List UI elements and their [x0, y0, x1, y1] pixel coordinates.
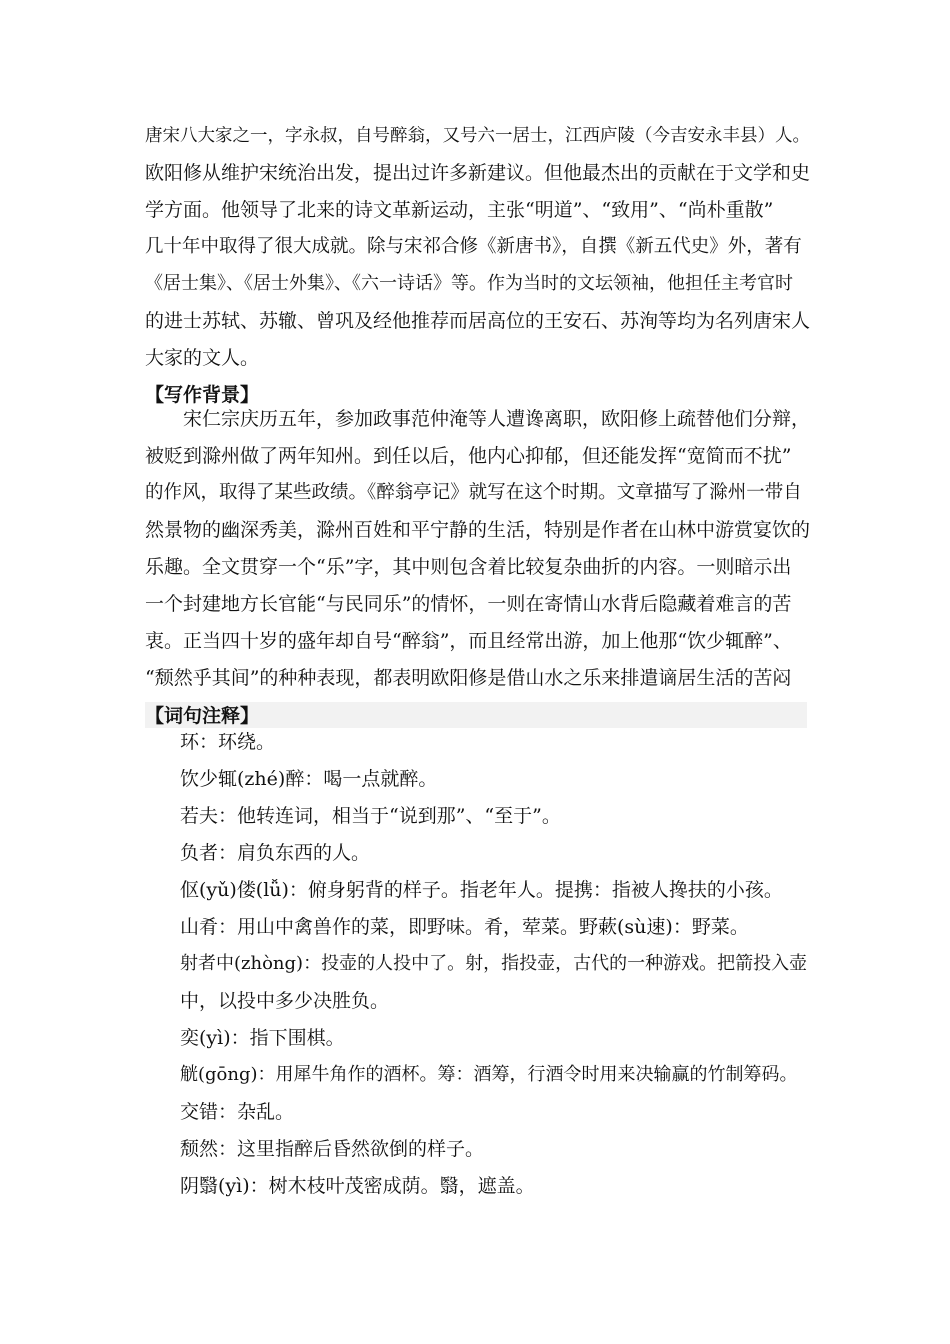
bio-line: 几十年中取得了很大成就。除与宋祁合修《新唐书》，自撰《新五代史》外，著有: [145, 236, 802, 257]
note-item: 觥(gōng)：用犀牛角作的酒杯。筹：酒筹，行酒令时用来决输赢的竹制筹码。: [180, 1064, 798, 1085]
note-item: 伛(yǔ)偻(lǚ)：俯身躬背的样子。指老年人。提携：指被人搀扶的小孩。: [180, 879, 783, 901]
note-item: 阴翳(yì)：树木枝叶茂密成荫。翳，遮盖。: [180, 1175, 535, 1197]
bio-line: 唐宋八大家之一，字永叔，自号醉翁，又号六一居士，江西庐陵（今吉安永丰县）人。: [145, 126, 810, 146]
bio-line: 的进士苏轼、苏辙、曾巩及经他推荐而居高位的王安石、苏洵等均为名列唐宋人: [145, 310, 811, 332]
note-item: 交错：杂乱。: [180, 1101, 295, 1123]
background-line: 乐趣。全文贯穿一个“乐”字，其中则包含着比较复杂曲折的内容。一则暗示出: [145, 556, 792, 578]
bio-line: 学方面。他领导了北来的诗文革新运动，主张“明道”、“致用”、“尚朴重散”: [145, 199, 774, 221]
note-item: 山肴：用山中禽兽作的菜，即野味。肴，荤菜。野蔌(sù速)：野菜。: [180, 916, 749, 938]
note-item: 奕(yì)：指下围棋。: [180, 1027, 345, 1049]
bio-line: 欧阳修从维护宋统治出发，提出过许多新建议。但他最杰出的贡献在于文学和史: [145, 162, 811, 184]
note-item: 若夫：他转连词，相当于“说到那”、“至于”。: [180, 805, 561, 827]
background-line: “颓然乎其间”的种种表现，都表明欧阳修是借山水之乐来排遣谪居生活的苦闷: [145, 667, 792, 689]
background-line: 宋仁宗庆历五年，参加政事范仲淹等人遭谗离职，欧阳修上疏替他们分辩，: [145, 408, 811, 430]
background-line: 然景物的幽深秀美，滁州百姓和平宁静的生活，特别是作者在山林中游赏宴饮的: [145, 519, 811, 541]
section-heading-background: 【写作背景】: [145, 384, 260, 406]
background-line: 一个封建地方长官能“与民同乐”的情怀，一则在寄情山水背后隐藏着难言的苦: [145, 593, 792, 615]
note-item: 负者：肩负东西的人。: [180, 842, 371, 864]
note-item: 饮少辄(zhé)醉：喝一点就醉。: [180, 768, 438, 790]
note-item: 环：环绕。: [180, 731, 276, 753]
note-item: 射者中(zhòng)：投壶的人投中了。射，指投壶，古代的一种游戏。把箭投入壶: [180, 953, 808, 974]
background-line: 的作风，取得了某些政绩。《醉翁亭记》就写在这个时期。文章描写了滁州一带自: [145, 482, 802, 503]
background-line: 被贬到滁州做了两年知州。到任以后，他内心抑郁，但还能发挥“宽简而不扰”: [145, 445, 792, 467]
bio-line: 《居士集》、《居士外集》、《六一诗话》等。作为当时的文坛领袖，他担任主考官时: [145, 273, 793, 294]
background-line: 衷。正当四十岁的盛年却自号“醉翁”，而且经常出游，加上他那“饮少辄醉”、: [145, 630, 792, 652]
note-item: 中，以投中多少决胜负。: [180, 990, 390, 1012]
note-item: 颓然：这里指醉后昏然欲倒的样子。: [180, 1138, 485, 1160]
section-heading-notes: 【词句注释】: [145, 705, 260, 727]
bio-line: 大家的文人。: [145, 347, 260, 369]
